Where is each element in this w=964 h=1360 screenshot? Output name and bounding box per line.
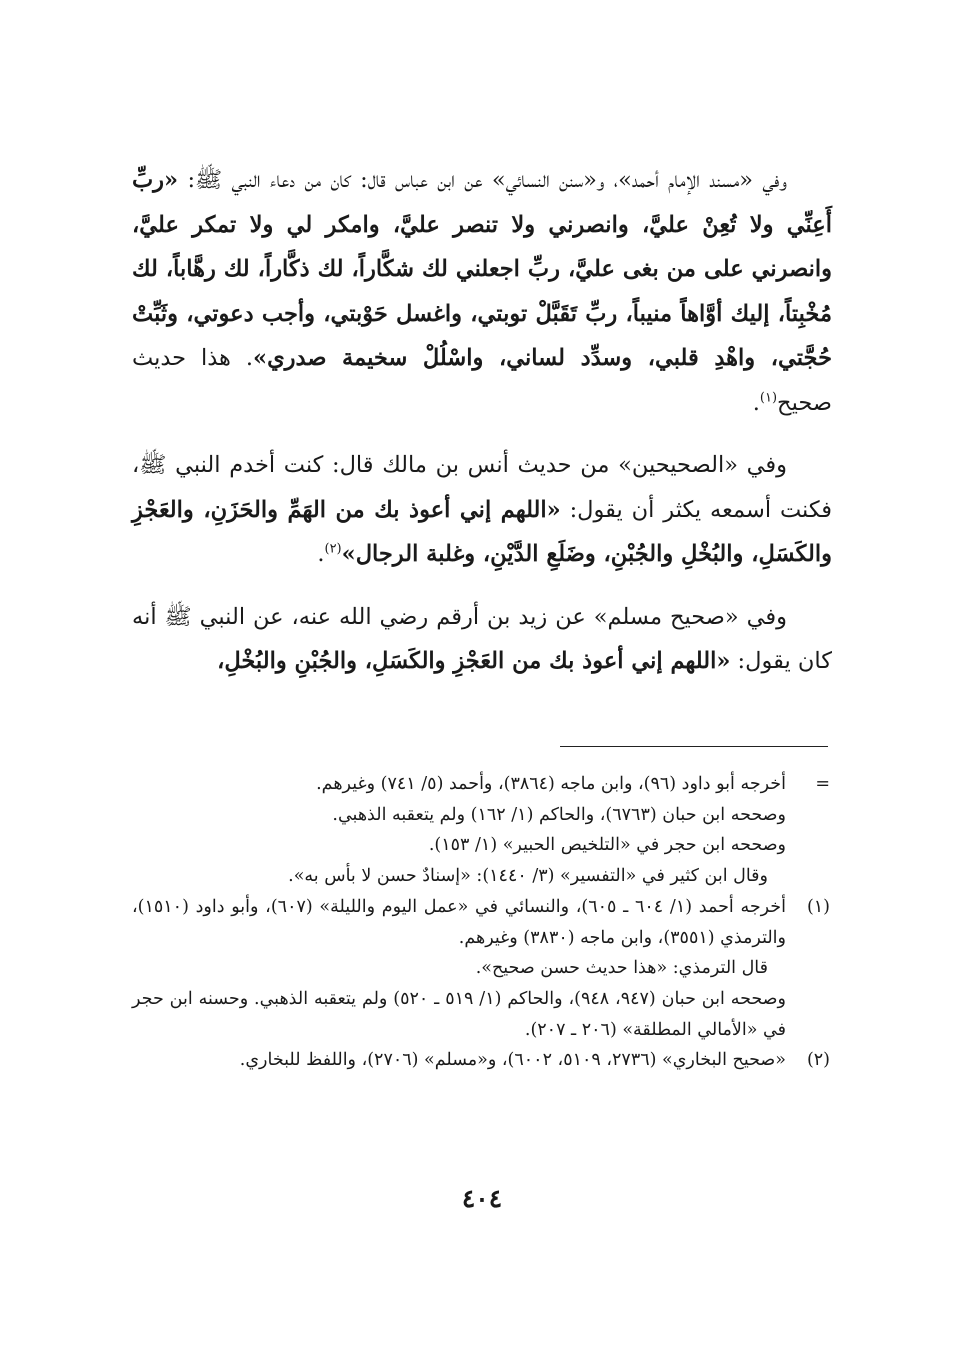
paragraph-3: وفي «صحيح مسلم» عن زيد بن أرقم رضي الله عنه، عن النبي ﷺ أنه كان يقول: «اللهم إني أعوذ بك من العَجْزِ والكَسَلِ، والجُبْنِ والبُخْلِ،: [132, 603, 832, 674]
dua-text: «ربِّ أَعِنِّي ولا تُعِنْ عليَّ، وانصرني ولا تنصر عليَّ، وامكر لي ولا تمكر عليَّ، وانصرني على من بغى عليَّ، ربِّ اجعلني لك شكَّاراً، لك ذكَّاراً، لك رهَّاباً، لك مُخْبِتاً، إليك أوَّاهاً منيباً، ربِّ تَقَبَّلْ توبتي، واغسل حَوْبتي، وأجب دعوتي، وثَبِّتْ حُجَّتي، واهْدِ قلبي، وسدِّد لساني، واسْلُلْ سخيمة صدري»: [132, 167, 832, 371]
paragraph-2: وفي «الصحيحين» من حديث أنس بن مالك قال: كنت أخدم النبي ﷺ، فكنت أسمعه يكثر أن يقول: «اللهم إني أعوذ بك من الهَمِّ والحَزَنِ، والعَجْزِ والكَسَلِ، والبُخْلِ والجُبْنِ، وضَلَعِ الدَّيْنِ، وغلبة الرجال»$^{(٢)}$.: [132, 452, 833, 567]
footnote-line: أخرجه أحمد (١/ ٦٠٤ ـ ٦٠٥)، والنسائي في «عمل اليوم والليلة» (٦٠٧)، وأبو داود (١٥١٠)، والترمذي (٣٥٥١)، وابن ماجه (٣٨٣٠) وغيرهم.: [132, 896, 786, 948]
page-number: ٤٠٤: [461, 1184, 503, 1213]
footnote-ref-1: (١): [759, 390, 778, 405]
footnote-separator: [560, 746, 828, 747]
footnote-continued: [132, 769, 834, 892]
footnote-ref-2: (٢): [324, 541, 342, 557]
footnote-mark: (١): [806, 896, 830, 917]
dua-text: «اللهم إني أعوذ بك من الهَمِّ والحَزَنِ، والعَجْزِ والكَسَلِ، والبُخْلِ والجُبْنِ، وضَلَعِ الدَّيْنِ، وغلبة الرجال»: [132, 496, 832, 567]
footnote-line: وصححه ابن حبان (٦٧٦٣)، والحاكم (١/ ١٦٢) ولم يتعقبه الذهبي.: [332, 804, 786, 825]
footnote-line: «صحيح البخاري» (٢٧٣٦، ٥١٠٩، ٦٠٠٢)، و«مسلم» (٢٧٠٦)، واللفظ للبخاري.: [239, 1050, 786, 1071]
footnote-line: وصححه ابن حجر في «التلخيص الحبير» (١/ ١٥٣).: [428, 835, 786, 856]
footnote-2: [132, 1045, 834, 1076]
footnote-1: [132, 892, 834, 1046]
paragraph-1: وفي «مسند الإمام أحمد»، و«سنن النسائي» عن ابن عباس قال: كان من دعاء النبي ﷺ: «ربِّ أَعِنِّي ولا تُعِنْ عليَّ، وانصرني ولا تنصر عليَّ، وامكر لي ولا تمكر عليَّ، وانصرني على من بغى عليَّ، ربِّ اجعلني لك شكَّاراً، لك ذكَّاراً، لك رهَّاباً، لك مُخْبِتاً، إليك أوَّاهاً منيباً، ربِّ تَقَبَّلْ توبتي، واغسل حَوْبتي، وأجب دعوتي، وثَبِّتْ حُجَّتي، واهْدِ قلبي، وسدِّد لساني، واسْلُلْ سخيمة صدري». هذا حديث صحيح$^{(١)}$.: [132, 167, 832, 416]
footnote-mark: =: [815, 774, 830, 794]
footnotes: [132, 769, 834, 1076]
footnote-line: وقال ابن كثير في «التفسير» (٣/ ١٤٤٠): «إسنادٌ حسن لا بأس به».: [288, 866, 768, 887]
dua-text: «اللهم إني أعوذ بك من العَجْزِ والكَسَلِ، والجُبْنِ والبُخْلِ،: [217, 648, 731, 674]
footnote-line: قال الترمذي: «هذا حديث حسن صحيح».: [475, 958, 768, 979]
footnote-mark: (٢): [806, 1050, 830, 1071]
main-text: [132, 158, 832, 684]
footnote-line: وصححه ابن حبان (٩٤٧، ٩٤٨)، والحاكم (١/ ٥١٩ ـ ٥٢٠) ولم يتعقبه الذهبي. وحسنه ابن حجر في «الأمالي المطلقة» (٢٠٦ ـ ٢٠٧).: [132, 988, 786, 1040]
footnote-line: أخرجه أبو داود (٩٦)، وابن ماجه (٣٨٦٤)، وأحمد (٥/ ٧٤١) وغيرهم.: [316, 774, 786, 794]
